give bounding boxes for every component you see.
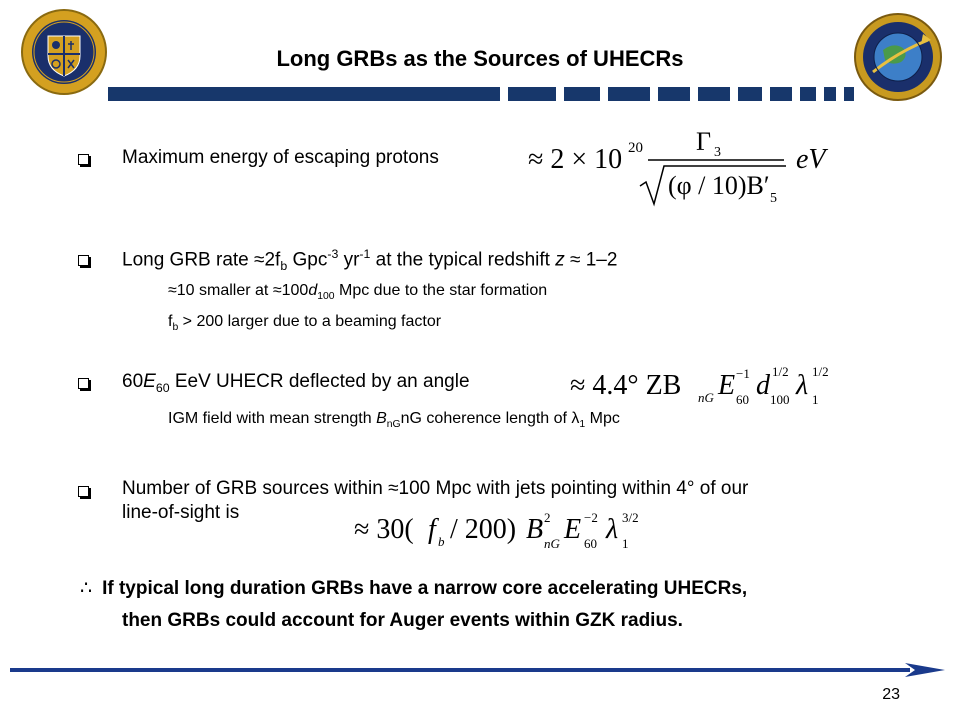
svg-text:(φ / 10)B′: (φ / 10)B′ — [668, 171, 770, 200]
max-energy-equation — [528, 116, 848, 212]
deflection-angle-equation — [570, 358, 870, 408]
svg-text:1: 1 — [812, 392, 819, 407]
bullet-4-text-line-1: Number of GRB sources within ≈100 Mpc with jets pointing within 4° of our — [122, 478, 749, 499]
bullet-4-marker — [78, 486, 89, 497]
svg-text:≈ 30(: ≈ 30( — [354, 514, 414, 545]
svg-text:20: 20 — [628, 140, 643, 156]
svg-text:3: 3 — [714, 145, 721, 160]
svg-text:B: B — [526, 514, 544, 545]
svg-text:60: 60 — [584, 536, 597, 551]
conclusion-line-2: then GRBs could account for Auger events within GZK radius. — [122, 610, 683, 631]
bullet-3-marker — [78, 378, 89, 389]
bullet-3-subpoint: IGM field with mean strength $B_{nG}nG$ coherence length of $\lambda_1$ Mpc — [168, 410, 620, 431]
svg-text:/ 200): / 200) — [450, 514, 517, 545]
svg-text:100: 100 — [770, 392, 790, 407]
grb-sources-equation — [354, 504, 714, 554]
page-number: 23 — [882, 686, 900, 703]
bullet-3-text: $60E_{60}$ EeV UHECR deflected by an angle — [122, 371, 470, 395]
svg-text:−1: −1 — [736, 366, 750, 381]
page-title: Long GRBs as the Sources of UHECRs — [276, 46, 684, 71]
svg-text:60: 60 — [736, 392, 749, 407]
svg-text:b: b — [438, 534, 445, 549]
svg-text:f: f — [428, 514, 436, 545]
bullet-1-marker — [78, 154, 89, 165]
bullet-2-marker — [78, 255, 89, 266]
svg-text:λ: λ — [606, 514, 619, 545]
svg-text:1: 1 — [622, 536, 629, 551]
svg-text:E: E — [718, 370, 736, 401]
svg-text:1/2: 1/2 — [772, 364, 789, 379]
conclusion-line-1: ∴ If typical long duration GRBs have a narrow core accelerating UHECRs, — [80, 578, 748, 599]
bullet-2-subpoint-2: $f_b > 200$ larger due to a beaming factor — [168, 313, 442, 334]
therefore-symbol: ∴ — [80, 578, 93, 599]
bullet-2-subpoint-1: ≈10 smaller at $\approx 100d_{100}$ Mpc due to the star formation — [168, 282, 548, 303]
footer-arrow — [10, 660, 950, 680]
svg-text:1/2: 1/2 — [812, 364, 829, 379]
bullet-2-text: Long GRB rate $\approx 2f_b$ Gpc$^{-3}$ $yr^{-1}$ at the typical redshift z ≈ 1–2 — [122, 247, 618, 274]
svg-text:E: E — [564, 514, 582, 545]
header-divider-bar — [0, 87, 960, 103]
svg-text:−2: −2 — [584, 510, 598, 525]
svg-text:5: 5 — [770, 191, 777, 206]
svg-text:nG: nG — [698, 390, 714, 405]
svg-text:≈ 2 × 10: ≈ 2 × 10 — [528, 144, 623, 175]
svg-text:3/2: 3/2 — [622, 510, 639, 525]
svg-text:≈ 4.4° ZB: ≈ 4.4° ZB — [570, 370, 682, 401]
bullet-1-text: Maximum energy of escaping protons — [122, 147, 439, 168]
svg-text:eV: eV — [796, 144, 826, 175]
svg-text:2: 2 — [544, 510, 551, 525]
bullet-4-text-line-2: line-of-sight is — [122, 502, 240, 523]
svg-text:d: d — [756, 370, 770, 401]
svg-text:nG: nG — [544, 536, 560, 551]
svg-text:Γ: Γ — [696, 127, 712, 156]
svg-text:λ: λ — [796, 370, 809, 401]
